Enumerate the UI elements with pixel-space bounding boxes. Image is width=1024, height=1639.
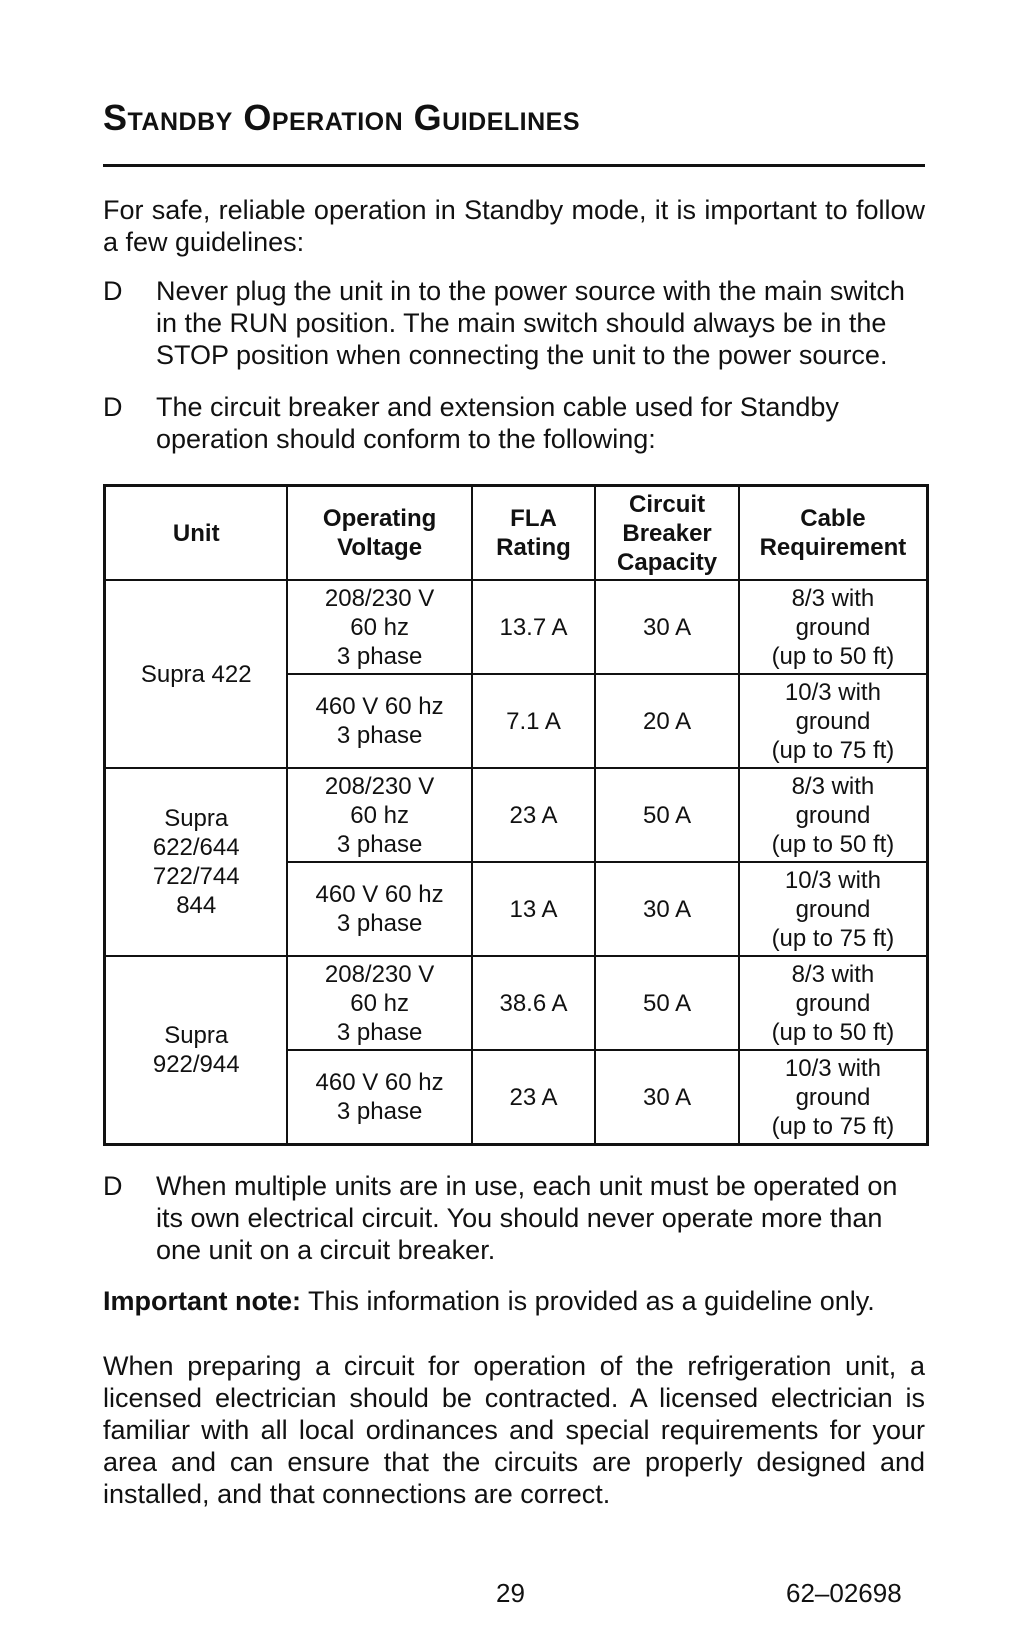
fla-cell: 23 A [472, 768, 596, 862]
breaker-cell: 50 A [595, 768, 739, 862]
important-note-text: This information is provided as a guideline only. [300, 1286, 875, 1316]
table-body [105, 580, 928, 1145]
cable-cell: 10/3 with ground (up to 75 ft) [739, 862, 928, 956]
breaker-cell: 30 A [595, 1050, 739, 1145]
cable-cell: 10/3 with ground (up to 75 ft) [739, 674, 928, 768]
bullet-text: The circuit breaker and extension cable used for Standby operation should conform to the following: [156, 392, 839, 454]
bullet-text: Never plug the unit in to the power source with the main switch in the RUN position. The main switch should always be in the STOP position when connecting the unit to the power source. [156, 276, 905, 370]
voltage-cell: 460 V 60 hz 3 phase [287, 674, 471, 768]
title-divider [103, 164, 925, 167]
important-note [103, 1285, 925, 1317]
fla-cell: 38.6 A [472, 956, 596, 1050]
cable-cell: 10/3 with ground (up to 75 ft) [739, 1050, 928, 1145]
fla-cell: 13 A [472, 862, 596, 956]
fla-cell: 13.7 A [472, 580, 596, 674]
cable-cell: 8/3 with ground (up to 50 ft) [739, 580, 928, 674]
page-title: Standby Operation Guidelines [103, 97, 580, 138]
header-operating-voltage: Operating Voltage [287, 486, 471, 581]
table-row [105, 580, 928, 674]
bullet-item-main-switch [103, 275, 925, 371]
closing-paragraph: When preparing a circuit for operation of the refrigeration unit, a licensed electrician should be contracted. A licensed electrician is familiar with all local ordinances and special requirements for your area and can ensure that the circuits are properly designed and installed, and that connections are correct. [103, 1351, 925, 1509]
intro-paragraph: For safe, reliable operation in Standby mode, it is important to follow a few guidelines: [103, 195, 925, 257]
page-number: 29 [496, 1578, 525, 1608]
header-unit: Unit [105, 486, 288, 581]
important-note-label: Important note: [103, 1286, 301, 1316]
unit-cell: Supra 422 [105, 580, 288, 768]
bullet-text: When multiple units are in use, each unit must be operated on its own electrical circuit. You should never operate more than one unit on a circuit breaker. [156, 1171, 898, 1265]
table-row [105, 956, 928, 1050]
bullet-marker: D [103, 1171, 123, 1201]
bullet-item-breaker-cable [103, 391, 925, 455]
table-row [105, 768, 928, 862]
breaker-cell: 30 A [595, 862, 739, 956]
document-number: 62–02698 [786, 1578, 902, 1608]
breaker-cell: 30 A [595, 580, 739, 674]
cable-cell: 8/3 with ground (up to 50 ft) [739, 768, 928, 862]
fla-cell: 23 A [472, 1050, 596, 1145]
bullet-marker: D [103, 276, 123, 306]
voltage-cell: 208/230 V 60 hz 3 phase [287, 580, 471, 674]
voltage-cell: 460 V 60 hz 3 phase [287, 1050, 471, 1145]
cable-cell: 8/3 with ground (up to 50 ft) [739, 956, 928, 1050]
bullet-marker: D [103, 392, 123, 422]
voltage-cell: 208/230 V 60 hz 3 phase [287, 956, 471, 1050]
header-cable-requirement: Cable Requirement [739, 486, 928, 581]
standby-requirements-table [103, 484, 929, 1146]
header-circuit-breaker-capacity: Circuit Breaker Capacity [595, 486, 739, 581]
table-header-row [105, 486, 928, 581]
voltage-cell: 460 V 60 hz 3 phase [287, 862, 471, 956]
voltage-cell: 208/230 V 60 hz 3 phase [287, 768, 471, 862]
unit-cell: Supra 922/944 [105, 956, 288, 1145]
fla-cell: 7.1 A [472, 674, 596, 768]
breaker-cell: 50 A [595, 956, 739, 1050]
unit-cell: Supra 622/644 722/744 844 [105, 768, 288, 956]
breaker-cell: 20 A [595, 674, 739, 768]
bullet-item-multiple-units [103, 1170, 925, 1266]
header-fla-rating: FLA Rating [472, 486, 596, 581]
